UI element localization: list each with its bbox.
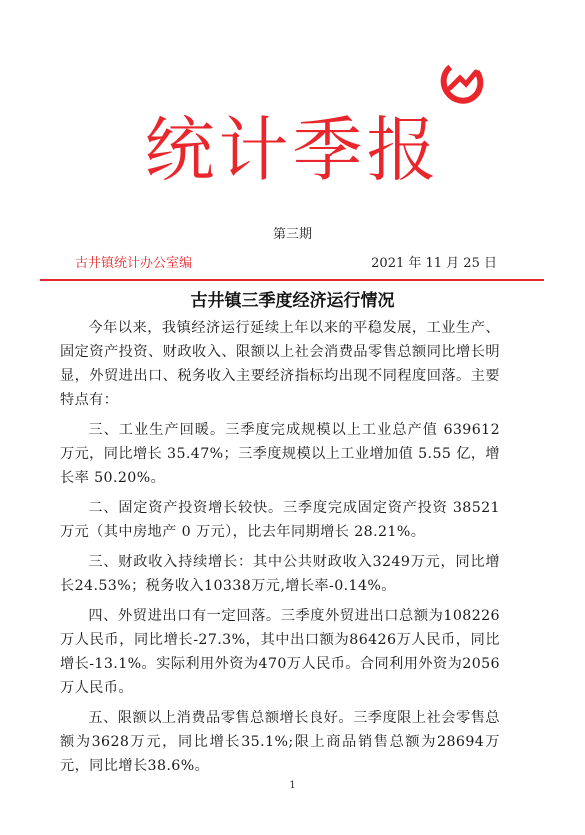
paragraph-retail: 五、限额以上消费品零售总额增长良好。三季度限上社会零售总额为3628万元，同比增长35.1%;限上商品销售总额为28694万元，同比增长38.6%。 [60,710,500,774]
paragraph-trade: 四、外贸进出口有一定回落。三季度外贸进出口总额为108226万人民币，同比增长-27.3%，其中出口额为86426万人民币，同比增长-13.1%。实际利用外资为470万人民币。合同利用外资为2056万人民币。 [60,608,500,696]
header-divider [40,279,544,281]
paragraph-industry: 三、工业生产回暖。三季度完成规模以上工业总产值 639612 万元，同比增长 35.47%；三季度规模以上工业增加值 5.55 亿，增长率 50.20%。 [60,422,500,486]
editor-office: 古井镇统计办公室编 [75,256,193,271]
paragraph-revenue: 三、财政收入持续增长：其中公共财政收入3249万元，同比增长24.53%；税务收入10338万元,增长率-0.14%。 [60,554,500,594]
issue-number: 第三期 [272,227,312,242]
article-title: 古井镇三季度经济运行情况 [190,291,395,311]
paragraph-intro: 今年以来，我镇经济运行延续上年以来的平稳发展，工业生产、固定资产投资、财政收入、限额以上社会消费品零售总额同比增长明显，外贸进出口、税务收入主要经济指标均出现不同程度回落。主要特点有： [60,320,500,408]
masthead-title: 统计季报 [144,109,441,191]
article-body [60,316,500,778]
page-number: 1 [289,780,296,791]
paragraph-investment: 二、固定资产投资增长较快。三季度完成固定资产投资 38521 万元（其中房地产 0 万元），比去年同期增长 28.21%。 [60,500,500,540]
statistics-logo-icon [440,58,484,104]
publish-date: 2021 年 11 月 25 日 [371,256,497,271]
